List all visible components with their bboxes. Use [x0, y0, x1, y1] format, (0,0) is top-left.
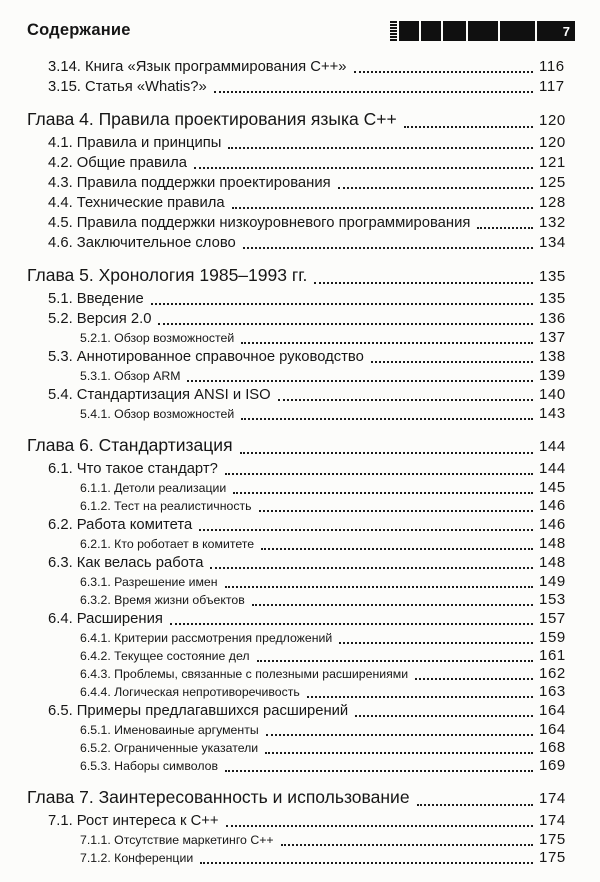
toc-entry-page: 136	[539, 310, 566, 327]
toc-entry-page: 117	[539, 78, 565, 95]
toc-entry-title: 4.2. Общие правила	[48, 155, 188, 171]
toc-entry-section	[27, 347, 575, 367]
toc-entry-chapter	[27, 263, 575, 289]
toc-entry-page: 120	[539, 112, 566, 129]
toc-entry-section	[27, 289, 575, 309]
dotted-leader	[338, 187, 533, 189]
chapter-tab-block	[500, 21, 535, 41]
toc-entry-subsection	[27, 573, 575, 591]
toc-entry-page: 148	[539, 554, 566, 571]
toc-entry-title: 6.2. Работа комитета	[48, 517, 193, 533]
toc-entry-title: 6.4.4. Логическая непротиворечивость	[80, 685, 300, 699]
toc-entry-subsection	[27, 739, 575, 757]
dotted-leader	[199, 529, 533, 531]
toc-entry-page: 157	[539, 610, 566, 627]
toc-entry-title: 3.14. Книга «Язык программирования C++»	[48, 59, 347, 75]
toc-entry-page: 139	[539, 367, 566, 384]
toc-entry-page: 162	[539, 665, 566, 682]
toc-entry-page: 149	[539, 573, 566, 590]
toc-entry-subsection	[27, 849, 575, 867]
toc-entry-title: 6.5.2. Ограниченные указатели	[80, 741, 259, 755]
toc-entry-page: 125	[539, 174, 566, 191]
dotted-leader	[354, 71, 534, 73]
toc-entry-section	[27, 309, 575, 329]
chapter-tab-bar	[390, 21, 575, 41]
toc-entry-title: 6.2.1. Кто роботает в комитете	[80, 537, 255, 551]
page-number-tab	[537, 21, 575, 41]
toc-entry-title: 6.5. Примеры предлагавшихся расширений	[48, 703, 349, 719]
toc-entry-subsection	[27, 757, 575, 775]
toc-entry-section	[27, 515, 575, 535]
toc-entry-page: 138	[539, 348, 566, 365]
toc-entry-page: 135	[539, 268, 566, 285]
toc-entry-subsection	[27, 479, 575, 497]
toc-entry-title: 5.2.1. Обзор возможностей	[80, 331, 235, 345]
toc-entry-page: 175	[539, 849, 566, 866]
toc-entry-section	[27, 153, 575, 173]
chapter-tab-block	[443, 21, 466, 41]
dotted-leader	[241, 342, 533, 344]
dotted-leader	[187, 380, 533, 382]
toc-entry-section	[27, 811, 575, 831]
toc-entry-title: 3.15. Статья «Whatis?»	[48, 79, 207, 95]
toc-entry-subsection	[27, 535, 575, 553]
toc-entry-section	[27, 57, 575, 77]
toc-entry-page: 161	[539, 647, 566, 664]
toc-entry-title: Глава 6. Стандартизация	[27, 435, 233, 455]
toc-entry-page: 168	[539, 739, 566, 756]
dotted-leader	[170, 623, 533, 625]
dotted-leader	[281, 844, 533, 846]
toc-entry-title: 4.3. Правила поддержки проектирования	[48, 175, 331, 191]
toc-entry-subsection	[27, 831, 575, 849]
toc-entry-page: 137	[539, 329, 566, 346]
dotted-leader	[265, 752, 533, 754]
dotted-leader	[240, 452, 533, 454]
toc-entry-title: 5.3.1. Обзор ARM	[80, 369, 181, 383]
dotted-leader	[241, 418, 533, 420]
toc-entry-page: 146	[539, 497, 566, 514]
toc-entry-subsection	[27, 497, 575, 515]
toc-entry-page: 143	[539, 405, 566, 422]
toc-entry-title: 6.3.2. Время жизни объектов	[80, 593, 245, 607]
toc-entry-title: 6.5.1. Именоваиные аргументы	[80, 723, 259, 737]
toc-entry-section	[27, 133, 575, 153]
toc-entry-page: 144	[539, 438, 566, 455]
toc-entry-section	[27, 193, 575, 213]
toc-entry-subsection	[27, 683, 575, 701]
toc-entry-section	[27, 701, 575, 721]
toc-entry-page: 145	[539, 479, 566, 496]
toc-entry-page: 120	[539, 134, 566, 151]
dotted-leader	[257, 660, 533, 662]
toc-entry-title: Глава 4. Правила проектирования языка C++	[27, 109, 397, 129]
toc-entry-subsection	[27, 721, 575, 739]
dotted-leader	[225, 770, 533, 772]
dotted-leader	[232, 207, 533, 209]
toc-entry-page: 163	[539, 683, 566, 700]
toc-entry-subsection	[27, 367, 575, 385]
toc-entry-title: Глава 5. Хронология 1985–1993 гг.	[27, 265, 308, 285]
toc-entry-page: 132	[539, 214, 566, 231]
toc-entry-chapter	[27, 107, 575, 133]
dotted-leader	[252, 604, 533, 606]
toc-entry-title: 6.4.2. Текущее состояние дел	[80, 649, 250, 663]
toc-entry-title: 5.3. Аннотированное справочное руководство	[48, 349, 364, 365]
toc-entry-section	[27, 609, 575, 629]
toc-entry-title: 5.2. Версия 2.0	[48, 311, 152, 327]
dotted-leader	[214, 91, 533, 93]
toc-entry-section	[27, 553, 575, 573]
dotted-leader	[314, 282, 533, 284]
dotted-leader	[404, 126, 533, 128]
toc-entry-title: 7.1.1. Отсутствие маркетинго C++	[80, 833, 274, 847]
toc-entry-title: Глава 7. Заинтересованность и использование	[27, 787, 410, 807]
toc-entry-title: 6.4. Расширения	[48, 611, 163, 627]
toc-entry-page: 159	[539, 629, 566, 646]
tab-stripe-decoration	[390, 21, 397, 41]
dotted-leader	[371, 361, 533, 363]
toc-entry-page: 140	[539, 386, 566, 403]
dotted-leader	[225, 586, 533, 588]
toc-entry-subsection	[27, 591, 575, 609]
dotted-leader	[355, 715, 533, 717]
dotted-leader	[194, 167, 533, 169]
dotted-leader	[225, 473, 533, 475]
dotted-leader	[266, 734, 533, 736]
toc-entry-title: 5.4. Стандартизация ANSI и ISO	[48, 387, 271, 403]
page-number: 7	[562, 23, 570, 39]
toc-entry-title: 6.3. Как велась работа	[48, 555, 204, 571]
dotted-leader	[243, 247, 533, 249]
toc-entry-subsection	[27, 647, 575, 665]
toc-entry-chapter	[27, 785, 575, 811]
dotted-leader	[210, 567, 533, 569]
dotted-leader	[278, 399, 533, 401]
toc-entry-page: 121	[539, 154, 566, 171]
toc-entry-subsection	[27, 329, 575, 347]
toc-entry-section	[27, 213, 575, 233]
dotted-leader	[259, 510, 533, 512]
dotted-leader	[477, 227, 533, 229]
toc-entry-title: 6.4.3. Проблемы, связанные с полезными расширениями	[80, 667, 409, 681]
toc-entry-subsection	[27, 629, 575, 647]
toc-entry-title: 6.5.3. Наборы символов	[80, 759, 218, 773]
toc-entry-title: 5.1. Введение	[48, 291, 144, 307]
dotted-leader	[158, 323, 533, 325]
dotted-leader	[233, 492, 533, 494]
toc-entry-page: 169	[539, 757, 566, 774]
toc-entry-page: 164	[539, 721, 566, 738]
dotted-leader	[200, 862, 533, 864]
toc-entry-page: 146	[539, 516, 566, 533]
chapter-tab-block	[399, 21, 419, 41]
toc-entry-page: 164	[539, 702, 566, 719]
toc-entry-section	[27, 77, 575, 97]
toc-entry-page: 174	[539, 812, 566, 829]
chapter-tab-block	[468, 21, 498, 41]
dotted-leader	[339, 642, 533, 644]
toc-entry-page: 144	[539, 460, 566, 477]
dotted-leader	[228, 147, 533, 149]
toc-entry-title: 7.1. Рост интереса к C++	[48, 813, 219, 829]
toc-entry-page: 135	[539, 290, 566, 307]
toc-entry-section	[27, 233, 575, 253]
toc-entry-title: 4.5. Правила поддержки низкоуровневого программирования	[48, 215, 471, 231]
toc-entry-title: 6.4.1. Критерии рассмотрения предложений	[80, 631, 333, 645]
toc-entry-page: 148	[539, 535, 566, 552]
toc-entry-page: 134	[539, 234, 566, 251]
toc-entry-title: 4.6. Заключительное слово	[48, 235, 236, 251]
toc-entry-page: 153	[539, 591, 566, 608]
toc-entry-page: 174	[539, 790, 566, 807]
toc-entry-title: 6.1.2. Тест на реалистичность	[80, 499, 252, 513]
toc-entry-subsection	[27, 405, 575, 423]
toc-entry-section	[27, 459, 575, 479]
toc-entry-title: 6.1.1. Детоли реализации	[80, 481, 227, 495]
page-header	[27, 20, 575, 41]
toc-entry-title: 6.3.1. Разрешение имен	[80, 575, 218, 589]
toc-entry-title: 4.1. Правила и принципы	[48, 135, 222, 151]
toc-entry-title: 4.4. Технические правила	[48, 195, 225, 211]
toc-list	[27, 57, 575, 867]
toc-entry-page: 116	[539, 58, 565, 75]
toc-entry-chapter	[27, 433, 575, 459]
dotted-leader	[261, 548, 533, 550]
toc-entry-subsection	[27, 665, 575, 683]
dotted-leader	[417, 804, 533, 806]
page-title: Содержание	[27, 21, 131, 39]
dotted-leader	[151, 303, 533, 305]
chapter-tab-block	[421, 21, 441, 41]
toc-entry-title: 5.4.1. Обзор возможностей	[80, 407, 235, 421]
dotted-leader	[226, 825, 533, 827]
toc-entry-section	[27, 173, 575, 193]
toc-entry-page: 175	[539, 831, 566, 848]
toc-entry-title: 7.1.2. Конференции	[80, 851, 194, 865]
dotted-leader	[307, 696, 533, 698]
dotted-leader	[415, 678, 533, 680]
toc-entry-title: 6.1. Что такое стандарт?	[48, 461, 218, 477]
toc-entry-page: 128	[539, 194, 566, 211]
toc-entry-section	[27, 385, 575, 405]
